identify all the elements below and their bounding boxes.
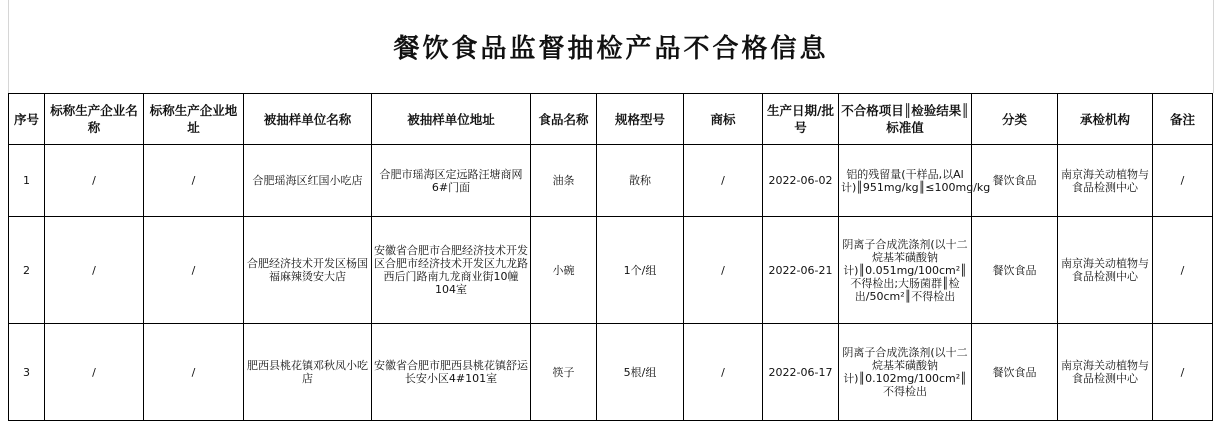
cell-sampled-unit-address[interactable]: 合肥市瑶海区定远路汪塘商网6#门面 bbox=[372, 145, 531, 217]
table-row bbox=[9, 217, 1213, 324]
header-row bbox=[9, 94, 1213, 145]
cell-mfr-address[interactable]: / bbox=[144, 217, 244, 324]
cell-mfr-address[interactable]: / bbox=[144, 145, 244, 217]
cell-sampled-unit-address[interactable]: 安徽省合肥市肥西县桃花镇舒运长安小区4#101室 bbox=[372, 324, 531, 421]
cell-no[interactable]: 3 bbox=[9, 324, 45, 421]
cell-remarks[interactable]: / bbox=[1153, 145, 1213, 217]
cell-category[interactable]: 餐饮食品 bbox=[972, 217, 1058, 324]
cell-testing-agency[interactable]: 南京海关动植物与食品检测中心 bbox=[1058, 145, 1153, 217]
header-testing-agency[interactable]: 承检机构 bbox=[1058, 94, 1153, 145]
cell-spec[interactable]: 1个/组 bbox=[597, 217, 684, 324]
cell-mfr-name[interactable]: / bbox=[45, 217, 144, 324]
cell-mfr-name[interactable]: / bbox=[45, 145, 144, 217]
header-remarks[interactable]: 备注 bbox=[1153, 94, 1213, 145]
cell-mfr-name[interactable]: / bbox=[45, 324, 144, 421]
cell-food-name[interactable]: 油条 bbox=[531, 145, 597, 217]
cell-nonconforming-item[interactable]: 铝的残留量(干样品,以Al计)║951mg/kg║≤100mg/kg bbox=[839, 145, 972, 217]
cell-production-date[interactable]: 2022-06-21 bbox=[763, 217, 839, 324]
cell-no[interactable]: 1 bbox=[9, 145, 45, 217]
cell-production-date[interactable]: 2022-06-17 bbox=[763, 324, 839, 421]
header-brand[interactable]: 商标 bbox=[684, 94, 763, 145]
header-mfr-name[interactable]: 标称生产企业名称 bbox=[45, 94, 144, 145]
table-row bbox=[9, 145, 1213, 217]
cell-nonconforming-item[interactable]: 阴离子合成洗涤剂(以十二烷基苯磺酸钠计)║0.051mg/100cm²║不得检出;大肠菌群║检出/50cm²║不得检出 bbox=[839, 217, 972, 324]
header-sampled-unit-name[interactable]: 被抽样单位名称 bbox=[244, 94, 372, 145]
cell-sampled-unit-name[interactable]: 合肥经济技术开发区杨国福麻辣烫安大店 bbox=[244, 217, 372, 324]
cell-category[interactable]: 餐饮食品 bbox=[972, 324, 1058, 421]
header-no[interactable]: 序号 bbox=[9, 94, 45, 145]
cell-remarks[interactable]: / bbox=[1153, 217, 1213, 324]
cell-category[interactable]: 餐饮食品 bbox=[972, 145, 1058, 217]
cell-sampled-unit-name[interactable]: 肥西县桃花镇邓秋凤小吃店 bbox=[244, 324, 372, 421]
cell-sampled-unit-address[interactable]: 安徽省合肥市合肥经济技术开发区合肥市经济技术开发区九龙路西后门路南九龙商业街10幢104室 bbox=[372, 217, 531, 324]
cell-remarks[interactable]: / bbox=[1153, 324, 1213, 421]
cell-sampled-unit-name[interactable]: 合肥瑶海区红国小吃店 bbox=[244, 145, 372, 217]
header-spec[interactable]: 规格型号 bbox=[597, 94, 684, 145]
page-title: 餐饮食品监督抽检产品不合格信息 bbox=[8, 0, 1214, 93]
cell-brand[interactable]: / bbox=[684, 217, 763, 324]
cell-no[interactable]: 2 bbox=[9, 217, 45, 324]
header-mfr-address[interactable]: 标称生产企业地址 bbox=[144, 94, 244, 145]
header-production-date[interactable]: 生产日期/批号 bbox=[763, 94, 839, 145]
header-food-name[interactable]: 食品名称 bbox=[531, 94, 597, 145]
header-category[interactable]: 分类 bbox=[972, 94, 1058, 145]
cell-brand[interactable]: / bbox=[684, 145, 763, 217]
header-sampled-unit-address[interactable]: 被抽样单位地址 bbox=[372, 94, 531, 145]
cell-testing-agency[interactable]: 南京海关动植物与食品检测中心 bbox=[1058, 324, 1153, 421]
cell-spec[interactable]: 散称 bbox=[597, 145, 684, 217]
cell-spec[interactable]: 5根/组 bbox=[597, 324, 684, 421]
cell-brand[interactable]: / bbox=[684, 324, 763, 421]
inspection-table bbox=[8, 93, 1213, 421]
header-nonconforming-item[interactable]: 不合格项目║检验结果║标准值 bbox=[839, 94, 972, 145]
cell-production-date[interactable]: 2022-06-02 bbox=[763, 145, 839, 217]
cell-mfr-address[interactable]: / bbox=[144, 324, 244, 421]
cell-nonconforming-item[interactable]: 阴离子合成洗涤剂(以十二烷基苯磺酸钠计)║0.102mg/100cm²║不得检出 bbox=[839, 324, 972, 421]
table-row bbox=[9, 324, 1213, 421]
cell-food-name[interactable]: 筷子 bbox=[531, 324, 597, 421]
cell-food-name[interactable]: 小碗 bbox=[531, 217, 597, 324]
cell-testing-agency[interactable]: 南京海关动植物与食品检测中心 bbox=[1058, 217, 1153, 324]
